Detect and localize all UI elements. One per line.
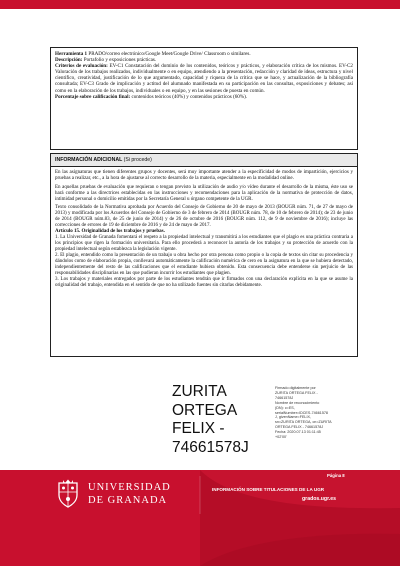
percentage-line xyxy=(55,94,353,100)
signature-meta-line: J, givenName=FELIX, xyxy=(275,415,311,420)
signature-name-line: 74661578J xyxy=(172,438,249,456)
signature-name xyxy=(172,383,249,457)
signature-meta-line: Nombre de reconocimiento xyxy=(275,400,320,405)
page-number: Página 8 xyxy=(327,473,345,478)
criteria-label: Criterios de evaluación: xyxy=(55,63,108,70)
signature-metadata xyxy=(275,386,355,440)
article-item-1: 1. La Universidad de Granada fomentará el respeto a la propiedad intelectual y transmitirá a los estudiantes que el plagio es una práctica contraria a los principios que rigen la formación universitaria. Para ello procederá a reconocer la autoría de los trabajos y su protección de acuerdo con la propiedad intelectual según establezca la legislación vigente. xyxy=(55,235,353,252)
signature-meta-line: ZURITA ORTEGA FELIX - xyxy=(275,390,318,395)
additional-info-title: INFORMACIÓN ADICIONAL xyxy=(55,157,123,163)
criteria-text-3: riqueza de la crítica que se hace, y actualización de la bibliografía consultada; EV-C3 Grado de implicación y actitud del xyxy=(55,75,353,88)
paragraph-audio-video: En aquellas pruebas de evaluación que requieran o tengan previsto la utilización de audio y/o vídeo durante el desarrollo de la misma, éste uso se hará conforme a las directrices establecidas en las instrucciones y recomendaciones para la aplicación de la normativa de protección de datos, intimidad personal o domicilio emitidas por la Secretaría General u órgano competente de la UGR. xyxy=(55,184,353,202)
evaluation-tool-box xyxy=(50,47,358,150)
description-label: Descripción: xyxy=(55,57,83,64)
criteria-text-4: alumnado manifestada en su participación en las consultas, exposiciones y debates; así como en la elaboración de los xyxy=(55,81,353,94)
article-title-text: Artículo 15. Originalidad de los trabajos y pruebas. xyxy=(55,229,165,234)
degrees-info-title: INFORMACIÓN SOBRE TITULACIONES DE LA UGR xyxy=(212,487,325,492)
signature-name-line: ORTEGA xyxy=(172,401,238,419)
paragraph-normative: Texto consolidado de la Normativa aprobada por Acuerdo del Consejo de Gobierno de 20 de mayo de 2013 (BOUGR núm. 71, de 27 de mayo de 2013) y modificada por los Acuerdos del Consejo de Gobierno de 3 de febrero de 2014 (BOUGR núm. 78, de 10 de febrero de 2014); de 23 de junio de 2014 (BOUGR núm.83, de 25 de junio de 2014) y de 26 de octubre de 2016 (BOUGR núm. 112, de 9 de noviembre de 2016); incluye las correcciones de errores de 19 de diciembre de 2016 y de 24 de mayo de 2017. xyxy=(55,205,353,228)
tools-label: Herramienta 1 xyxy=(55,51,88,57)
criteria-line xyxy=(55,63,353,93)
ugr-crest-icon xyxy=(56,478,80,508)
criteria-text-2: redacción y claridad de ideas, estructura y nivel científico, creatividad, justificación de lo que argumentado, capacidad y xyxy=(55,69,353,82)
description-text: Portafolio y exposiciones prácticas. xyxy=(83,57,157,64)
degrees-info-link[interactable]: grados.ugr.es xyxy=(302,496,337,502)
signature-meta-line: ORTEGA FELIX - 74661578J xyxy=(275,425,324,430)
university-name-line1: UNIVERSIDAD xyxy=(88,482,171,493)
signature-meta-line: Firmado digitalmente por xyxy=(275,386,316,390)
signature-meta-line: +02'00' xyxy=(275,435,287,440)
signature-meta-line: serialNumber=IDCES-74661578 xyxy=(275,410,328,415)
tools-text: PRADO/correo electrónico/Google Meet/Google Drive/ Classroom o similares. xyxy=(88,51,251,57)
university-name-line2: DE GRANADA xyxy=(88,495,168,506)
criteria-text-0: EV-C1 Constatación del dominio de los contenidos, teóricos y prácticos, y elaboración crítica xyxy=(109,63,305,70)
additional-info-header xyxy=(51,154,357,167)
signature-meta-line: 74661578J xyxy=(275,395,294,400)
signature-name-line: ZURITA xyxy=(172,383,227,400)
additional-info-box xyxy=(50,153,358,357)
criteria-text-1: de los mismos. EV-C2 Valoración de los trabajos realizados, individualmente o en equipo, atendiendo a la presentación, xyxy=(55,63,353,76)
additional-info-suffix: (Si procede) xyxy=(123,157,152,163)
signature-meta-line: (DN): c=ES, xyxy=(275,405,295,410)
university-name xyxy=(88,481,171,507)
paragraph-groups: En las asignaturas que tienen diferentes grupos y docentes, será muy importante atender a la especificidad de modos de impartición, ejercicios y pruebas a realizar, etc., a la hora de ajustarse al correcto desarrollo de la materia, especialmente en la modalidad online. xyxy=(55,170,353,181)
page-footer xyxy=(0,470,400,566)
top-accent-bar xyxy=(0,0,400,9)
percentage-text: contenidos teóricos (40%) y contenidos prácticos (60%). xyxy=(131,93,248,100)
signature-meta-line: Fecha: 2020.07.13 01:11:45 xyxy=(275,430,321,435)
signature-name-line: FELIX - xyxy=(172,420,225,437)
percentage-label: Porcentaje sobre calificación final: xyxy=(55,93,131,100)
additional-info-body xyxy=(51,167,357,292)
signature-meta-line: sn=ZURITA ORTEGA, cn=ZURITA xyxy=(275,420,332,425)
article-item-2: 2. El plagio, entendido como la presentación de un trabajo u obra hecho por otra persona como propio o la copia de textos sin citar su procedencia y dándolos como de elaboración propia, conllevará automáticamente la calificación numérica de cero en la asignatura en la que se hubiera detectado, independientemente del resto de las calificaciones que el estudiante hubiera obtenido. Esta consecuencia debe entenderse sin perjuicio de las responsabilidades disciplinarias en las que pudieran incurrir los estudiantes que plagien. xyxy=(55,253,353,276)
digital-signature xyxy=(172,383,382,456)
criteria-text-5: trabajos, individuales o en equipo, y en las sesiones de puesta en común. xyxy=(116,87,265,94)
article-item-3: 3. Los trabajos y materiales entregados por parte de los estudiantes tendrán que ir firmados con una declaración explícita en la que se asume la originalidad del trabajo, entendida en el sentido de que no ha utilizado fuentes sin citarlas debidamente. xyxy=(55,277,353,288)
